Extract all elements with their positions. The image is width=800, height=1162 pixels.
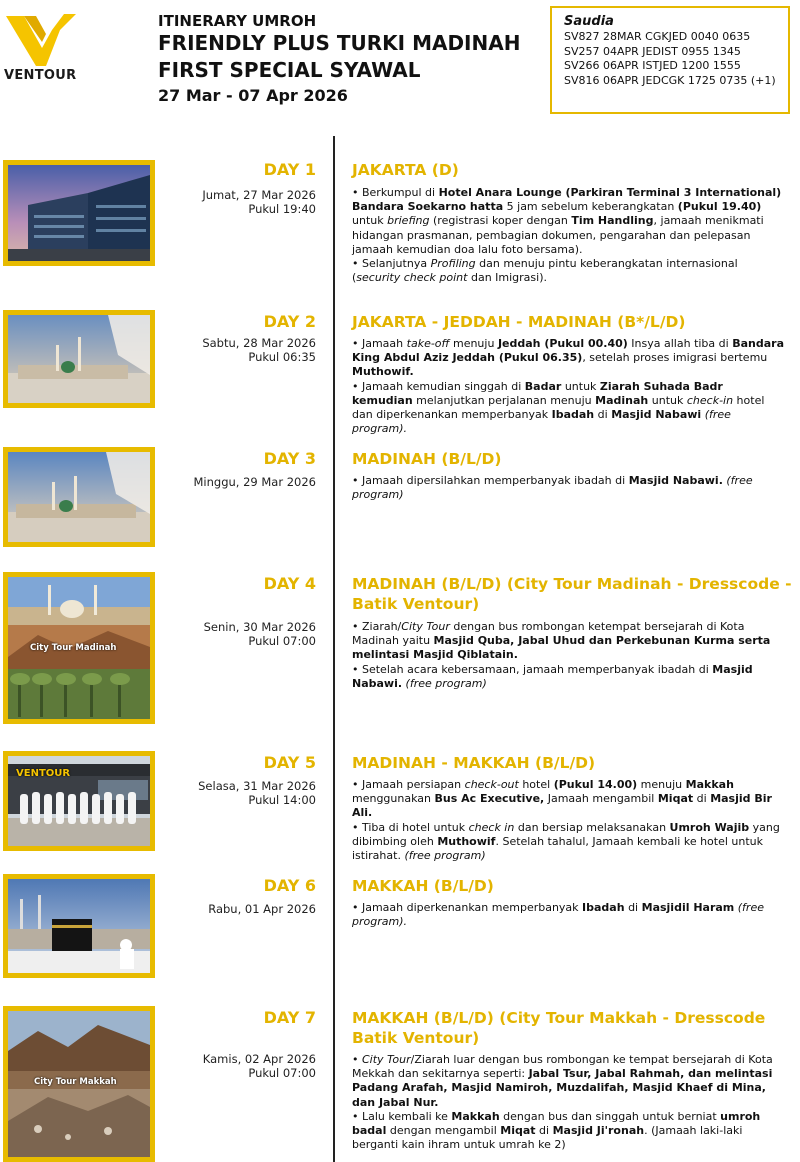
ventour-logo [4, 14, 84, 84]
day-6-title: MAKKAH (B/L/D) [352, 877, 494, 895]
day-7-photo-caption: City Tour Makkah [34, 1077, 117, 1087]
description-paragraph: • Tiba di hotel untuk check in dan bersiap melaksanakan Umroh Wajib yang dibimbing oleh Muthowif. Setelah tahalul, Jamaah kembali ke hotel untuk istirahat. (free program) [352, 820, 780, 863]
day-1-label: DAY 1 [263, 160, 316, 179]
day-6-photo [3, 874, 155, 978]
flight-line: SV816 06APR JEDCGK 1725 0735 (+1) [564, 73, 776, 87]
day-3-date: Minggu, 29 Mar 2026 [193, 475, 316, 489]
description-paragraph: • Jamaah kemudian singgah di Badar untuk Ziarah Suhada Badr kemudian melanjutkan perjalanan menuju Madinah untuk check-in hotel dan diperkenankan memperbanyak Ibadah di Masjid Nabawi (free program). [352, 379, 765, 436]
description-paragraph: • Ziarah/City Tour dengan bus rombongan ketempat bersejarah di Kota Madinah yaitu Masjid Quba, Jabal Uhud dan Perkebunan Kurma serta melintasi Masjid Qiblatain. [352, 620, 771, 662]
day-1-photo [3, 160, 155, 266]
itinerary-title [158, 12, 520, 108]
description-paragraph: • Berkumpul di Hotel Anara Lounge (Parkiran Terminal 3 International) Bandara Soekarno hatta 5 jam sebelum keberangkatan (Pukul 19.40) untuk briefing (registrasi koper dengan Tim Handling, jamaah menikmati hidangan prasmanan, pembagian dokumen, pengarahan dan pelepasan jamaah kemudian doa lalu foto bersama). [352, 186, 782, 256]
description-paragraph: • Lalu kembali ke Makkah dengan bus dan singgah untuk berniat umroh badal dengan mengambil Miqat di Masjid Ji'ronah. (Jamaah laki-laki berganti kain ihram untuk umrah ke 2) [352, 1109, 761, 1152]
day-2-description [352, 337, 786, 436]
description-paragraph: • Jamaah persiapan check-out hotel (Pukul 14.00) menuju Makkah menggunakan Bus Ac Executive, Jamaah mengambil Miqat di Masjid Bir Ali. [352, 778, 772, 820]
day-3-photo [3, 447, 155, 547]
flight-line: SV257 04APR JEDIST 0955 1345 [564, 44, 741, 58]
description-paragraph: • City Tour/Ziarah luar dengan bus rombongan ke tempat bersejarah di Kota Mekkah dan sekitarnya seperti: Jabal Tsur, Jabal Rahmah, dan melintasi Padang Arafah, Masjid Namiroh, Muzdalifah, Masjid Khaef di Mina, dan Jabal Nur. [352, 1053, 773, 1109]
flight-line: SV827 28MAR CGKJED 0040 0635 [564, 30, 751, 43]
day-5-label: DAY 5 [263, 753, 316, 772]
description-paragraph: • Selanjutnya Profiling dan menuju pintu keberangkatan internasional (security check point dan Imigrasi). [352, 257, 738, 285]
day-4-photo [3, 572, 155, 724]
day-2-photo [3, 310, 155, 408]
day-5-date: Selasa, 31 Mar 2026 Pukul 14:00 [198, 779, 316, 807]
brand-name: VENTOUR [4, 68, 77, 83]
day-4-label: DAY 4 [263, 574, 316, 593]
day-5-title: MADINAH - MAKKAH (B/L/D) [352, 754, 596, 772]
day-6-label: DAY 6 [263, 876, 316, 895]
day-1-description [352, 186, 786, 285]
description-paragraph: • Jamaah diperkenankan memperbanyak Ibadah di Masjidil Haram (free program). [352, 901, 764, 929]
title-line-2: FRIENDLY PLUS TURKI MADINAH [158, 31, 521, 55]
day-4-photo-caption: City Tour Madinah [30, 643, 117, 653]
day-6-description [352, 901, 786, 929]
day-5-photo-caption: VENTOUR [16, 768, 71, 779]
day-1-date: Jumat, 27 Mar 2026 Pukul 19:40 [202, 188, 316, 216]
date-range: 27 Mar - 07 Apr 2026 [158, 86, 348, 105]
day-2-title: JAKARTA - JEDDAH - MADINAH (B*/L/D) [352, 313, 686, 331]
day-3-title: MADINAH (B/L/D) [352, 450, 502, 468]
day-2-date: Sabtu, 28 Mar 2026 Pukul 06:35 [202, 336, 316, 364]
day-3-label: DAY 3 [263, 449, 316, 468]
day-7-label: DAY 7 [263, 1008, 316, 1027]
day-4-title: MADINAH (B/L/D) (City Tour Madinah - Dresscode - Batik Ventour) [352, 575, 792, 613]
airline-name: Saudia [564, 14, 614, 29]
day-5-description [352, 778, 786, 863]
day-7-description [352, 1053, 786, 1152]
flight-line: SV266 06APR ISTJED 1200 1555 [564, 59, 741, 72]
day-3-description [352, 474, 786, 502]
description-paragraph: • Jamaah dipersilahkan memperbanyak ibadah di Masjid Nabawi. (free program) [352, 474, 753, 502]
day-6-date: Rabu, 01 Apr 2026 [208, 902, 316, 916]
day-4-description [352, 620, 786, 691]
description-paragraph: • Jamaah take-off menuju Jeddah (Pukul 00.40) Insya allah tiba di Bandara King Abdul Aziz Jeddah (Pukul 06.35), setelah proses imigrasi bertemu Muthowif. [352, 337, 784, 379]
day-7-photo [3, 1006, 155, 1162]
day-5-photo [3, 751, 155, 851]
title-line-1: ITINERARY UMROH [158, 12, 317, 30]
ventour-logo-mark [6, 14, 76, 68]
day-4-date: Senin, 30 Mar 2026 Pukul 07:00 [203, 620, 316, 648]
description-paragraph: • Setelah acara kebersamaan, jamaah memperbanyak ibadah di Masjid Nabawi. (free program) [352, 662, 753, 690]
timeline-divider [333, 136, 335, 1162]
day-1-title: JAKARTA (D) [352, 161, 459, 179]
title-line-3: FIRST SPECIAL SYAWAL [158, 58, 421, 82]
flight-info-box [550, 6, 790, 114]
day-7-date: Kamis, 02 Apr 2026 Pukul 07:00 [202, 1052, 316, 1080]
day-2-label: DAY 2 [263, 312, 316, 331]
day-7-title: MAKKAH (B/L/D) (City Tour Makkah - Dresscode Batik Ventour) [352, 1009, 766, 1047]
